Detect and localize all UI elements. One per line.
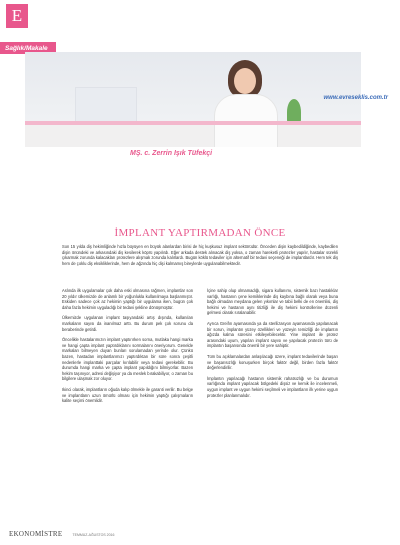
website-url: www.evreseklis.com.tr bbox=[323, 95, 388, 101]
right-column bbox=[207, 288, 338, 493]
paragraph: Öncelikle hastalarımızın implant yaptırırken sorna, mutlaka hangi marka ve hangi çapta implant yaptırdıklarını sormalarını öneriyorum. Genelde markaları bilmeyen duyan bunları sorulamadan yerinde olur. Çünkü bazen, hastadan implantlarımızı yaptırdıktan bir süre sonra çeşitli nedenlerle implanttaki parçalar kırılabilir veya tedavi gerekebilir. Bu durumda hangi marka ve çapta implant yapıldığını bilmiyorlar. Bazen hekim taşınıyor, adresi değişiyor ya da meslek bırakabiliyor, o zaman bu bilgilere ulaşmak zor oluyor. bbox=[62, 337, 193, 382]
paragraph: Ayrıca Greifın ayamasında ya da sterilizasyon ayamasında yapılanacak bir sorun, implantın yüzey özellikleri ve yüzeyin temizliği de implantın ağızda kalma süresini etkileyebilecektir. Yine implant ile protez arasındaki uyum, yapılan implant sayısı ve yapılacak protezin türü de implantın başarısında önemli bir yere sahiptir. bbox=[207, 320, 338, 349]
desk-illustration bbox=[25, 123, 361, 147]
footer-date: TEMMUZ-AĞUSTOS 2016 bbox=[72, 533, 115, 537]
article-intro: Son 15 yılda diş hekimliğinde hızla büyüyen en büyük alanlardan birisi de hiç kuşkusuz implant sektörüdür. Önceden dişin kaybedildiğinde, kaybedilen dişin önündeki ve arkasındaki diş kesilerek köprü yapılırdı. Eğer arkada destek alınacak diş yoksa, o zaman hareketli protezler yapılır, hastalar sürekli çıkarmak zorunda kalacakları protezlere alışmak zorunda kalırlardı. Bugün köklü tedaviler için alternatif bir tedavi seçeneği de implantlardır. Hem tek diş hem de çoklu diş eksikliklerinde, hem de ağzında hiç dişi kalmamış bireylerde uygulanabilmektedir. bbox=[62, 244, 338, 266]
paragraph: Aslında ilk uygulamalar çok daha eski olmasına rağmen, implantlar son 20 yıldır ülkemizde de anlamlı bir yoğunlukla kullanılmaya başlanmıştır. Eskiden sadece çok az hekimin yaptığı bir uygulama iken, bugün çok daha fazla hekimin uyguladığı bir tedavi şekline dönüşmüştür. bbox=[62, 288, 193, 310]
paragraph: Ülkemizde uygulanan implant taşıyandaki artış dışında, kullanılan markaların sayısı da inanılmaz arttı. Bu durum pek çok sorunu da beraberinde getirdi. bbox=[62, 315, 193, 332]
paragraph: İmplantın yapılacağı hastanın sistemik rahatsızlığı ve bu durumun varlığında implant yapılacak bölgedeki dişsiz ve kemik ile incelenmeli, uygun implant ve uygun hekimi seçilmeli ve implantların ilk yerine uygun protezler planlanmalıdır. bbox=[207, 375, 338, 398]
left-column bbox=[62, 288, 193, 493]
section-letter-badge: E bbox=[6, 4, 28, 28]
footer-brand: EKONOMİSTRE bbox=[9, 530, 63, 538]
author-caption: MŞ. c. Zerrin Işık Tüfekçi bbox=[130, 150, 213, 157]
header-band bbox=[0, 0, 400, 39]
article-body bbox=[62, 288, 338, 493]
author-photo bbox=[25, 52, 361, 147]
article-title: İMPLANT YAPTIRMADAN ÖNCE bbox=[114, 227, 286, 239]
paragraph: Tüm bu açıklamalardan anlaşılacağı üzere, implant tedavilerinde başarı ve başarısızlığı konuşurken birçok faktör değil, birden fazla faktör değerlendirilir. bbox=[207, 353, 338, 371]
pink-accent-bar bbox=[25, 121, 361, 125]
paragraph: Ikinci olarak, implantların oğuda kalıp ölmekle ile garanti verilir. Bu belge ve implantların uzun ömürlü olması için hekimin yaptığı çalışmaların kalite seçimi önemlidir. bbox=[62, 386, 193, 404]
person-illustration bbox=[210, 60, 280, 147]
section-tag: Sağlık/Makale bbox=[0, 42, 56, 54]
page-footer bbox=[9, 530, 114, 538]
paragraph: İçine sahip olup olmamadığı, sigara kullanımı, sistemik bazı hastalıklar varlığı, hastanın çene kemiklerinde diş kaybına bağlı olarak veya buna bağlı olmadan meydana gelen yıkımlar ve tabii belki de en önemlisi, diş hekimi ve hastanın aynı titizliği ile diş hekimi kontrollerine düzenli gelmesi olarak sıralanabilir. bbox=[207, 288, 338, 316]
